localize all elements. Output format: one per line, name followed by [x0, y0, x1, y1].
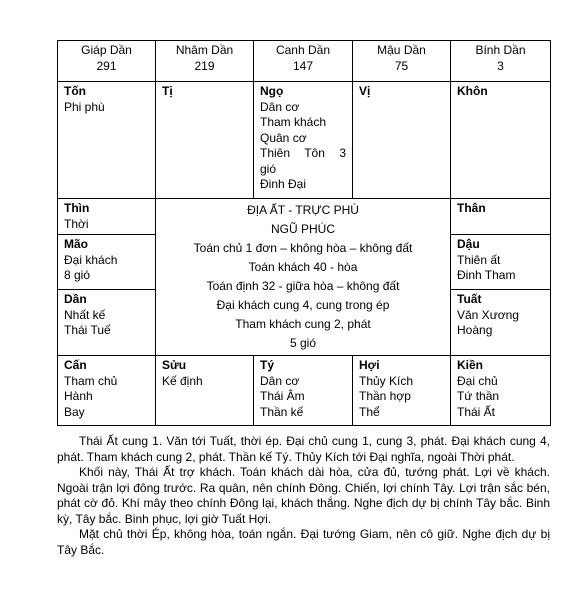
center-line: Toán khách 40 - hòa [248, 260, 358, 274]
cell-line: Hành [64, 389, 93, 403]
cell-hoi [353, 356, 451, 426]
cell-line: gió [260, 161, 277, 176]
top-row [58, 82, 551, 199]
cell-title: Dần [64, 292, 87, 307]
cell-line: Tham chủ [64, 373, 118, 388]
header-value: 3 [497, 58, 504, 73]
cell-title: Tốn [64, 84, 86, 98]
cell-line: Thủy Kích [359, 373, 414, 388]
center-cell [156, 199, 451, 356]
cell-line: Thần hợp [359, 389, 411, 403]
cell-line: Dân cơ [260, 99, 300, 114]
cell-line: Thái Âm [260, 389, 305, 403]
cell-line: Thể [359, 404, 380, 419]
cell-mao [58, 235, 156, 290]
header-cell [58, 41, 156, 82]
center-line: 5 gió [289, 336, 317, 350]
center-line: Đại khách cung 4, cung trong ép [216, 298, 390, 312]
cell-line: Thái Tuế [64, 323, 111, 338]
cell-line: Thời [64, 216, 89, 231]
header-name: Mậu Dần [377, 43, 426, 57]
cell-line: Phi phù [64, 99, 105, 114]
cell-title: Tị [162, 84, 173, 98]
cell-title: Thân [457, 201, 486, 215]
cell-line: Nhất kế [64, 307, 106, 322]
cell-ngo [254, 82, 353, 199]
header-value: 219 [194, 58, 215, 73]
center-line: Toán chủ 1 đơn – không hòa – không đất [193, 241, 413, 255]
header-cell [254, 41, 353, 82]
header-name: Bính Dần [475, 43, 526, 57]
cell-title: Dậu [457, 237, 480, 252]
header-value: 147 [292, 58, 314, 73]
cell-title: Kiền [457, 358, 484, 372]
cell-line: Đại chủ [457, 373, 498, 388]
cell-line: Hoàng [457, 323, 493, 338]
cell-vi [353, 82, 451, 199]
divination-grid [57, 40, 551, 426]
cell-line: Văn Xương [457, 307, 519, 322]
center-line: Tham khách cung 2, phát [235, 317, 371, 331]
cell-line: Đinh Đại [260, 177, 307, 191]
cell-title: Khôn [457, 84, 488, 98]
cell-can [58, 356, 156, 426]
header-cell [353, 41, 451, 82]
cell-tuat [451, 290, 551, 356]
cell-khon [451, 82, 551, 199]
cell-line: Đinh Tham [457, 268, 516, 283]
cell-than [451, 199, 551, 235]
cell-title: Hợi [359, 358, 380, 372]
header-name: Nhâm Dần [175, 43, 234, 57]
cell-line: Bay [64, 404, 85, 419]
cell-title: Vị [359, 84, 371, 98]
header-name: Canh Dần [275, 43, 331, 57]
header-name: Giáp Dần [81, 43, 132, 57]
paragraph: Khối này, Thái Ất trợ khách. Toán khách dài hòa, cửa đủ, tướng phát. Lợi về khách. Ngoài trận lợi đông trước. Ra quân, nên chính Đông. Chiến, lợi chính Tây. Lợi trận sắc bén, phát cờ đỏ. Khí mây theo chính Đông lại, khách thắng. Nghe địch dự bị chính Tây bắc. Binh kỳ, Tây bắc. Binh phục, lợi giờ Tuất Hợi. [57, 465, 550, 526]
cell-line: Kế định [162, 373, 203, 388]
cell-title: Sửu [162, 358, 187, 372]
cell-line: Dân cơ [260, 373, 300, 388]
cell-title: Tý [260, 358, 275, 372]
cell-line: Thiên ất [457, 252, 501, 267]
cell-line: Thái Ất [457, 404, 496, 419]
header-cell [156, 41, 254, 82]
paragraph: Thái Ất cung 1. Văn tới Tuất, thời ép. Đại chủ cung 1, cung 3, phát. Đại khách cung 4, phát. Tham khách cung 2, phát. Thần kế Tý. Thủy Kích tới Đại nghĩa, ngoài Thời phát. [57, 434, 550, 464]
header-value: 75 [394, 58, 409, 73]
cell-line: Thần kế [260, 404, 304, 419]
cell-thin [58, 199, 156, 235]
paragraph: Mặt chủ thời Ép, không hòa, toán ngắn. Đại tướng Giam, nên cô giữ. Nghe địch dự bị Tây Bắc. [57, 527, 550, 557]
cell-line: Tham khách [260, 115, 327, 129]
cell-ti [156, 82, 254, 199]
header-value: 291 [96, 58, 117, 73]
commentary [57, 434, 550, 558]
center-line: ĐỊA ẤT - TRỰC PHÙ [247, 203, 359, 217]
cell-dan [58, 290, 156, 356]
bottom-row [58, 356, 551, 426]
cell-kien [451, 356, 551, 426]
cell-line: Quân cơ [260, 130, 307, 145]
cell-suu [156, 356, 254, 426]
cell-ty [254, 356, 353, 426]
cell-dau [451, 235, 551, 290]
cell-title: Mão [64, 237, 88, 252]
cell-line: Thiên Tôn 3 [260, 146, 346, 160]
cell-title: Thìn [64, 201, 90, 215]
cell-title: Ngọ [260, 84, 284, 98]
center-line: Toán định 32 - giữa hòa – không đất [206, 279, 400, 293]
center-line: NGŨ PHÚC [270, 222, 335, 236]
cell-title: Cấn [64, 358, 87, 372]
cell-title: Tuất [457, 292, 482, 307]
header-cell [451, 41, 551, 82]
header-row [58, 41, 551, 82]
cell-line: Tứ thần [457, 389, 500, 403]
cell-line: 8 gió [64, 268, 91, 283]
middle-row [58, 199, 551, 235]
cell-line: Đại khách [64, 252, 118, 267]
cell-ton [58, 82, 156, 199]
